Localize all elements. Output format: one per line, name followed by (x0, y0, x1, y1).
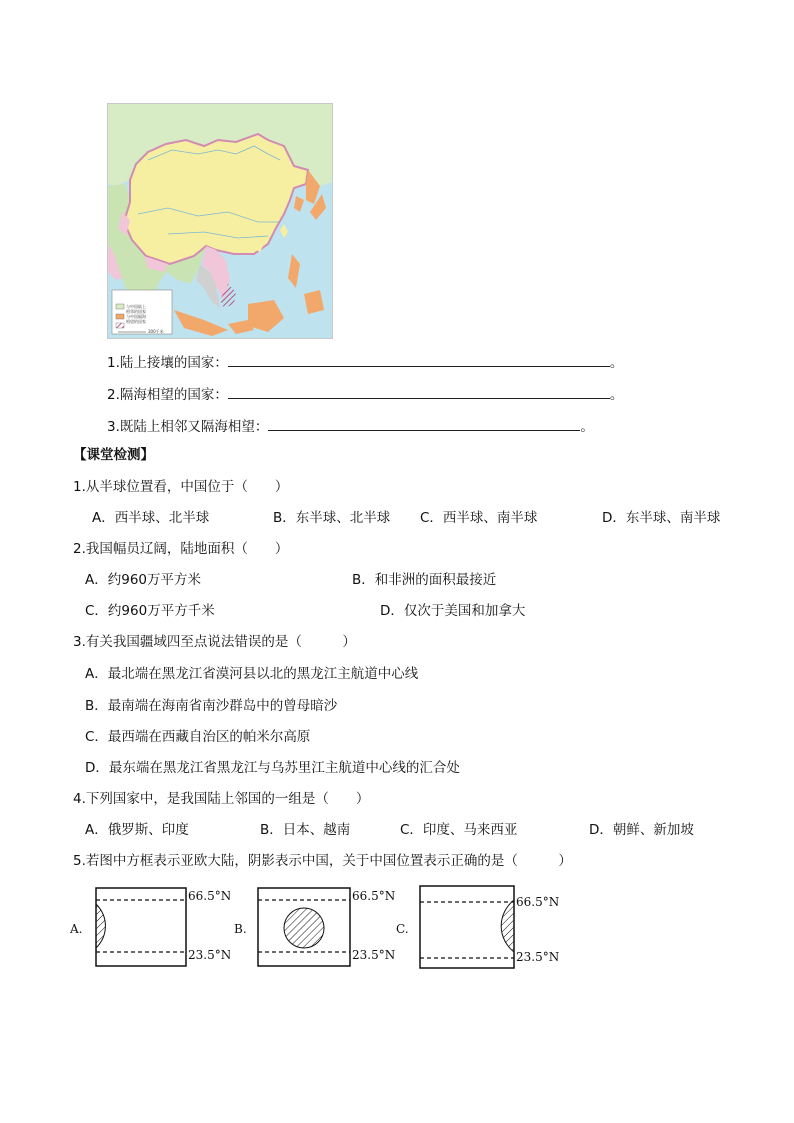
question-5-stem: 5.若图中方框表示亚欧大陆，阴影表示中国，关于中国位置表示正确的是（ ） (73, 853, 572, 869)
fill-in-1-label: 1.陆上接壤的国家： (107, 355, 228, 371)
fill-in-2 (107, 386, 623, 404)
legend-label-2: 相邻的国家 (126, 309, 146, 314)
fill-in-2-label: 2.隔海相望的国家： (107, 387, 228, 403)
question-4-option-a[interactable]: A．俄罗斯、印度 (85, 822, 189, 838)
fill-in-3-end: 。 (580, 419, 594, 435)
question-3-option-d[interactable]: D．最东端在黑龙江省黑龙江与乌苏里江主航道中心线的汇合处 (85, 760, 460, 776)
figure-b-south: 23.5°N (352, 948, 396, 962)
fill-in-1-blank[interactable] (228, 354, 610, 367)
fill-in-1-end: 。 (609, 355, 624, 371)
fill-in-3 (107, 418, 594, 436)
question-4-option-d[interactable]: D．朝鲜、新加坡 (589, 822, 694, 838)
legend-label-3: 与中国隔海 (126, 314, 146, 319)
legend-label-1: 与中国陆上 (126, 304, 146, 309)
question-1-option-a[interactable]: A．西半球、北半球 (92, 510, 210, 526)
legend-label-4: 相望的国家 (126, 319, 146, 324)
question-3-option-c[interactable]: C．最西端在西藏自治区的帕米尔高原 (85, 729, 311, 745)
figure-c-north: 66.5°N (516, 895, 560, 909)
fill-in-3-blank[interactable] (268, 418, 580, 431)
question-3-option-b[interactable]: B．最南端在海南省南沙群岛中的曾母暗沙 (85, 698, 338, 714)
legend-scale: 300千米 (148, 329, 164, 334)
map-graphic (108, 104, 332, 338)
fill-in-2-end: 。 (609, 387, 624, 403)
question-2-option-a[interactable]: A．约960万平方米 (85, 572, 202, 588)
question-4-stem: 4.下列国家中，是我国陆上邻国的一组是（ ） (73, 791, 370, 807)
figure-option-b[interactable] (232, 884, 400, 976)
figure-b-shade (284, 908, 324, 948)
figure-a-north: 66.5°N (188, 889, 230, 903)
question-1-option-d[interactable]: D．东半球、南半球 (602, 510, 721, 526)
figure-c-frame (420, 886, 514, 968)
figure-a-label: A. (70, 922, 83, 936)
figure-option-c[interactable] (394, 884, 564, 976)
figure-b-label: B. (234, 922, 247, 936)
question-2-option-b[interactable]: B．和非洲的面积最接近 (352, 572, 497, 588)
question-2-option-c[interactable]: C．约960万平方千米 (85, 603, 215, 619)
figure-c-label: C. (396, 922, 409, 936)
question-3-stem: 3.有关我国疆域四至点说法错误的是（ ） (73, 634, 356, 650)
question-3-option-a[interactable]: A．最北端在黑龙江省漠河县以北的黑龙江主航道中心线 (85, 666, 419, 682)
figure-a-south: 23.5°N (188, 948, 230, 962)
section-title: 【课堂检测】 (73, 447, 154, 463)
question-1-option-c[interactable]: C．西半球、南半球 (420, 510, 538, 526)
question-4-option-c[interactable]: C．印度、马来西亚 (400, 822, 518, 838)
fill-in-2-blank[interactable] (228, 386, 610, 399)
china-neighbors-map (107, 103, 333, 339)
question-4-option-b[interactable]: B．日本、越南 (260, 822, 351, 838)
figure-b-north: 66.5°N (352, 889, 396, 903)
fill-in-3-label: 3.既陆上相邻又隔海相望： (107, 419, 269, 435)
question-2-option-d[interactable]: D．仅次于美国和加拿大 (380, 603, 526, 619)
fill-in-1 (107, 354, 623, 372)
figure-option-a[interactable] (70, 884, 230, 976)
question-1-stem: 1.从半球位置看，中国位于（ ） (73, 479, 289, 495)
figure-c-south: 23.5°N (516, 950, 560, 964)
question-1-option-b[interactable]: B．东半球、北半球 (273, 510, 391, 526)
question-2-stem: 2.我国幅员辽阔，陆地面积（ ） (73, 541, 289, 557)
